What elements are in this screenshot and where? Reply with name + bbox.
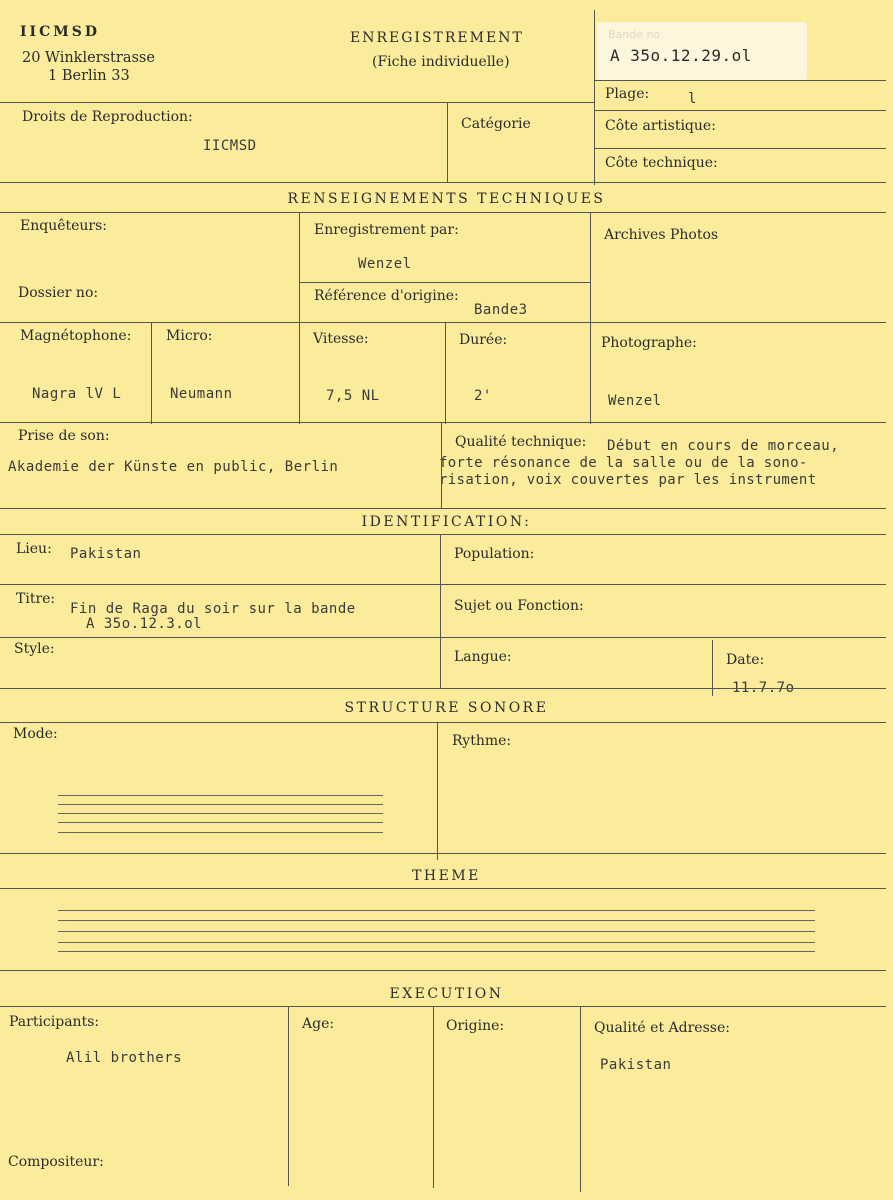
- archives-divider: [590, 212, 591, 424]
- technique-lower-line: [0, 422, 886, 423]
- theme-title-line: [0, 888, 886, 889]
- micro-label: Micro:: [166, 328, 213, 344]
- technique-title-line: [0, 212, 886, 213]
- titre-line-1: Fin de Raga du soir sur la bande: [70, 601, 356, 617]
- plage-bottom-line: [594, 110, 886, 111]
- vitesse-value: 7,5 NL: [326, 388, 380, 404]
- photographe-value: Wenzel: [608, 393, 662, 409]
- titre-bottom-line: [0, 637, 886, 638]
- record-number: A 35o.12.29.ol: [610, 46, 752, 65]
- section-execution-title: EXECUTION: [389, 986, 504, 1002]
- theme-line-1: [58, 910, 815, 911]
- duree-label: Durée:: [459, 332, 508, 348]
- population-label: Population:: [454, 546, 535, 562]
- dossier-label: Dossier no:: [18, 285, 99, 301]
- duree-divider: [445, 322, 446, 424]
- prise-de-son-label: Prise de son:: [18, 428, 110, 444]
- mode-line-2: [58, 804, 383, 805]
- execution-title-line: [0, 1006, 886, 1007]
- lieu-value: Pakistan: [70, 546, 142, 562]
- header-bottom-line: [0, 102, 594, 103]
- magnetophone-value: Nagra lV L: [32, 386, 122, 402]
- theme-line-5: [58, 951, 815, 952]
- qualite-technique-line-1: Début en cours de morceau,: [607, 438, 840, 454]
- identification-divider: [440, 534, 441, 688]
- droits-label: Droits de Reproduction:: [22, 109, 193, 125]
- mode-rythme-divider: [437, 722, 438, 860]
- rights-bottom-line: [0, 182, 886, 183]
- sticker-bottom-line: [594, 80, 886, 81]
- date-value: 11.7.7o: [732, 680, 795, 696]
- rythme-label: Rythme:: [452, 733, 512, 749]
- duree-value: 2': [474, 388, 492, 404]
- lieu-label: Lieu:: [16, 541, 52, 557]
- address-line-1: 20 Winklerstrasse: [22, 50, 155, 66]
- structure-title-line: [0, 722, 886, 723]
- org-logo: IICMSD: [20, 24, 100, 40]
- qualite-divider: [580, 1006, 581, 1192]
- cote-technique-label: Côte technique:: [605, 155, 718, 171]
- enregistrement-par-label: Enregistrement par:: [314, 222, 459, 238]
- technique-middle-line: [0, 322, 886, 323]
- theme-line-3: [58, 931, 815, 932]
- qualite-adresse-label: Qualité et Adresse:: [594, 1020, 730, 1036]
- sticker-ghost-text: Bande no:: [608, 28, 664, 41]
- technique-bottom-line: [0, 508, 886, 509]
- participants-label: Participants:: [9, 1014, 100, 1030]
- cote-artistique-label: Côte artistique:: [605, 118, 716, 134]
- mode-line-4: [58, 822, 383, 823]
- prise-de-son-value: Akademie der Künste en public, Berlin: [8, 459, 339, 475]
- origine-label: Origine:: [446, 1018, 505, 1034]
- enqueteurs-divider: [299, 212, 300, 424]
- micro-divider: [151, 322, 152, 424]
- plage-label: Plage:: [605, 86, 650, 102]
- theme-line-4: [58, 942, 815, 943]
- mode-line-1: [58, 795, 383, 796]
- qualite-technique-line-3: risation, voix couvertes par les instrument: [439, 472, 817, 488]
- qualite-technique-label: Qualité technique:: [455, 434, 587, 450]
- enqueteurs-label: Enquêteurs:: [20, 218, 108, 234]
- form-subtitle: (Fiche individuelle): [372, 54, 510, 70]
- vitesse-label: Vitesse:: [313, 331, 369, 347]
- titre-line-2: A 35o.12.3.ol: [86, 616, 203, 632]
- age-label: Age:: [302, 1016, 335, 1032]
- mode-line-5: [58, 832, 383, 833]
- cote-divider-line: [594, 148, 886, 149]
- mode-line-3: [58, 813, 383, 814]
- identification-bottom-line: [0, 688, 886, 689]
- categorie-label: Catégorie: [461, 116, 531, 132]
- origine-divider: [433, 1006, 434, 1188]
- droits-value: IICMSD: [203, 138, 257, 154]
- section-identification-title: IDENTIFICATION:: [361, 514, 532, 530]
- qualite-technique-line-2: forte résonance de la salle ou de la sono-: [439, 455, 808, 471]
- qualite-adresse-value: Pakistan: [600, 1057, 672, 1073]
- section-technique-title: RENSEIGNEMENTS TECHNIQUES: [287, 191, 606, 207]
- structure-bottom-line: [0, 853, 886, 854]
- participants-value: Alil brothers: [66, 1050, 183, 1066]
- section-theme-title: THEME: [412, 868, 481, 884]
- langue-label: Langue:: [454, 649, 512, 665]
- date-label: Date:: [726, 652, 765, 668]
- sujet-fonction-label: Sujet ou Fonction:: [454, 598, 584, 614]
- titre-label: Titre:: [16, 591, 56, 607]
- address-line-2: 1 Berlin 33: [48, 68, 130, 84]
- section-structure-title: STRUCTURE SONORE: [344, 700, 549, 716]
- theme-bottom-line: [0, 970, 886, 971]
- theme-line-2: [58, 920, 815, 921]
- lieu-bottom-line: [0, 584, 886, 585]
- plage-value: l: [688, 91, 697, 107]
- categorie-divider: [447, 102, 448, 182]
- reference-value: Bande3: [474, 302, 528, 318]
- mode-label: Mode:: [13, 726, 58, 742]
- enregistrement-par-value: Wenzel: [358, 256, 412, 272]
- archives-photos-label: Archives Photos: [604, 227, 719, 243]
- reference-label: Référence d'origine:: [314, 288, 459, 304]
- compositeur-label: Compositeur:: [8, 1154, 104, 1170]
- photographe-label: Photographe:: [601, 335, 697, 351]
- age-divider: [288, 1006, 289, 1186]
- magnetophone-label: Magnétophone:: [20, 328, 132, 344]
- identification-title-line: [0, 534, 886, 535]
- header-right-divider: [594, 10, 595, 185]
- enregistrement-reference-line: [299, 282, 590, 283]
- style-label: Style:: [14, 641, 55, 657]
- form-title: ENREGISTREMENT: [350, 30, 524, 46]
- prise-qualite-divider: [441, 422, 442, 508]
- micro-value: Neumann: [170, 386, 233, 402]
